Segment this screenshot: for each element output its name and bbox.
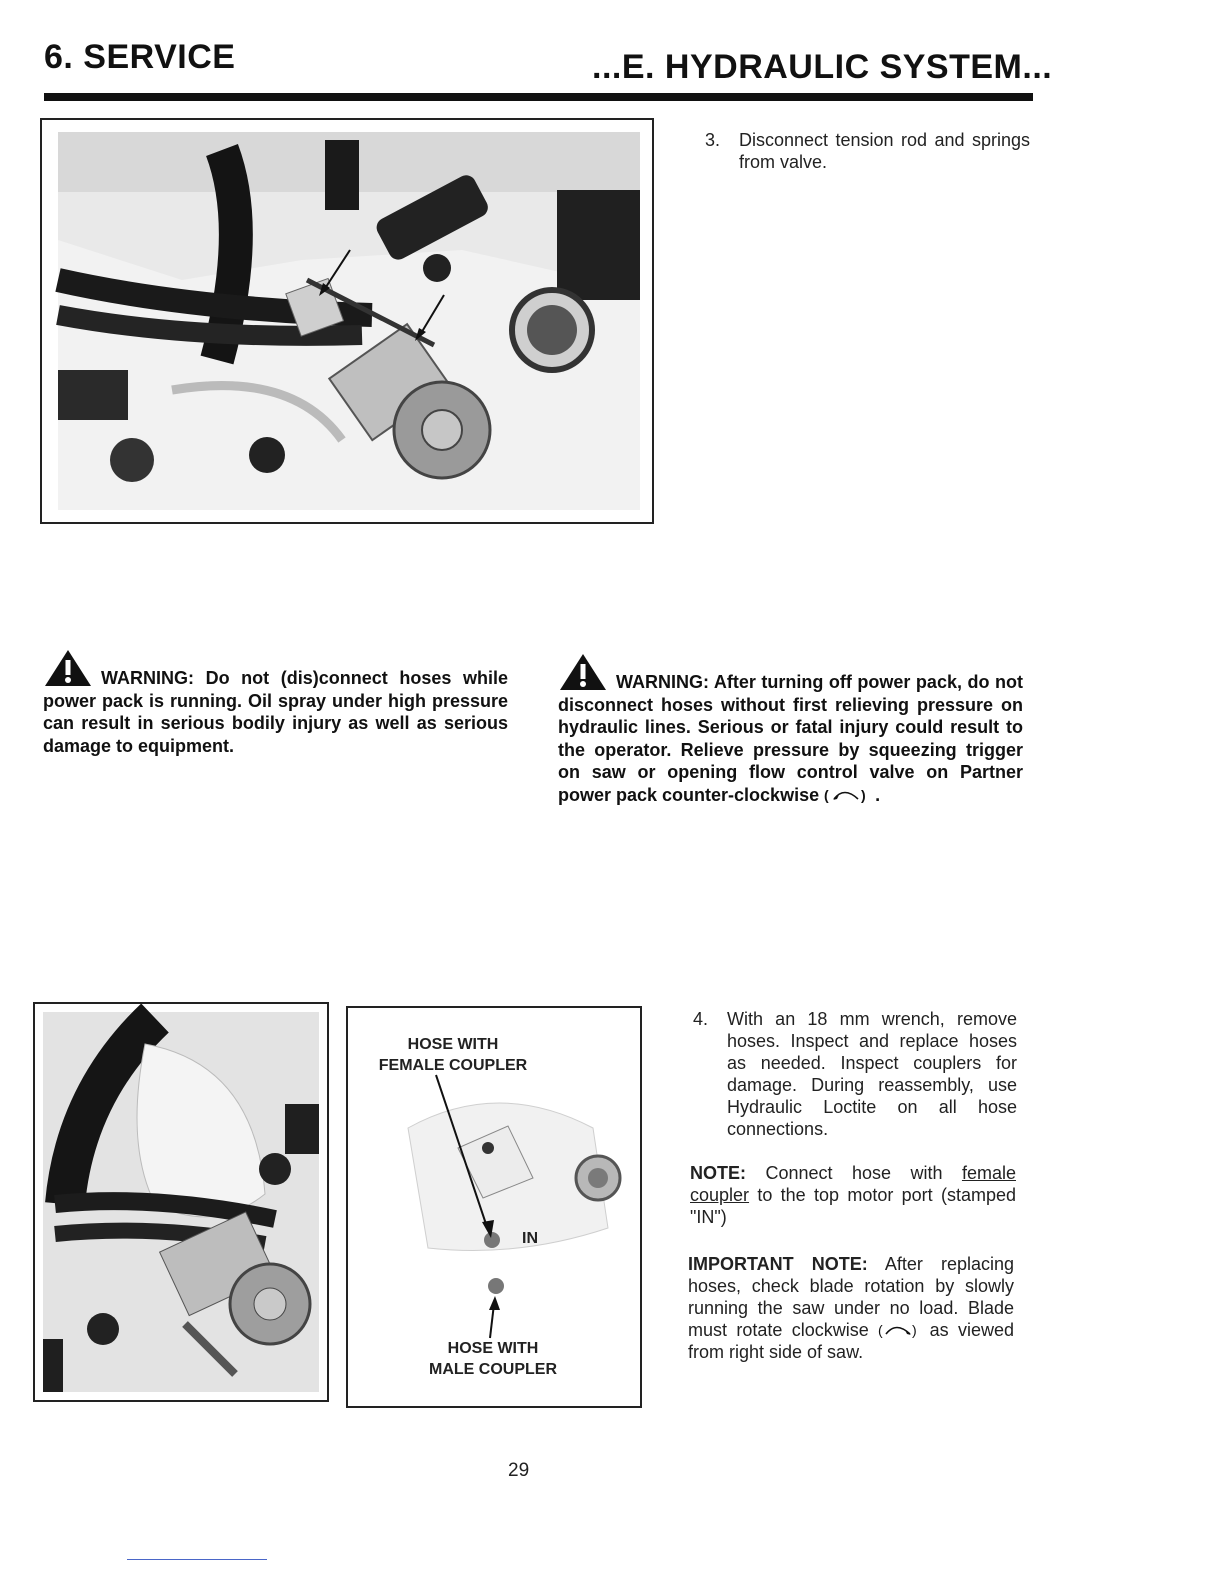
svg-text:(: ( <box>824 786 829 803</box>
coupler-diagram <box>346 1006 642 1408</box>
female-coupler-label <box>348 1034 558 1076</box>
warning-2-end: . <box>875 784 881 805</box>
male-coupler-label-line-2: MALE COUPLER <box>429 1361 557 1378</box>
female-coupler-label-line-2: FEMALE COUPLER <box>378 1057 528 1074</box>
note-text-before: Connect hose with <box>765 1163 943 1183</box>
male-coupler-label <box>388 1338 598 1380</box>
section-title: 6. SERVICE <box>44 38 236 76</box>
clockwise-icon <box>878 1321 920 1339</box>
svg-text:(: ( <box>878 1322 883 1338</box>
step-4 <box>693 1008 1017 1140</box>
male-coupler-label-line-1: HOSE WITH <box>447 1340 539 1357</box>
in-port-label: IN <box>522 1230 538 1247</box>
warning-hoses-running <box>43 648 508 757</box>
warning-triangle-icon <box>43 648 93 688</box>
scan-artifact-line <box>127 1559 267 1560</box>
warning-relieve-pressure <box>558 652 1023 806</box>
note-underlined: female coupler <box>690 1163 1016 1205</box>
hose-removal-photo-image <box>35 1004 327 1400</box>
step-4-text: With an 18 mm wrench, remove hoses. Inspect and replace hoses as needed. Inspect couplers for damage. During reassembly, use Hydraulic Loctite on all hose connections. <box>727 1009 1017 1139</box>
warning-2-label: WARNING: <box>616 672 709 692</box>
svg-text:): ) <box>912 1322 917 1338</box>
hose-removal-photo <box>33 1002 329 1402</box>
counter-clockwise-icon <box>824 786 870 804</box>
step-3-number: 3. <box>705 130 721 150</box>
note <box>690 1162 1016 1228</box>
important-note <box>688 1253 1014 1363</box>
valve-photo <box>40 118 654 524</box>
important-note-text-after: as viewed from right side of saw. <box>688 1320 1014 1362</box>
warning-1-text: Do not (dis)connect hoses while power pack is running. Oil spray under high pressure can result in serious bodily injury as well as serious damage to equipment. <box>43 668 508 756</box>
important-note-label: IMPORTANT NOTE: <box>688 1254 868 1274</box>
step-4-number: 4. <box>693 1009 709 1029</box>
step-3-text: Disconnect tension rod and springs from valve. <box>739 130 1030 172</box>
female-coupler-label-line-1: HOSE WITH <box>407 1036 499 1053</box>
important-note-text-before: After replacing hoses, check blade rotation by slowly running the saw under no load. Blade must rotate clockwise <box>688 1254 1015 1340</box>
valve-photo-image <box>42 120 652 522</box>
svg-text:): ) <box>861 786 866 803</box>
warning-1-label: WARNING: <box>101 668 194 688</box>
header-rule <box>44 93 1033 101</box>
subsection-title: ...E. HYDRAULIC SYSTEM... <box>592 48 1053 86</box>
note-text-after: to the top motor port (stamped "IN") <box>690 1185 1016 1227</box>
note-label: NOTE: <box>690 1163 746 1183</box>
warning-2-text: After turning off power pack, do not disconnect hoses without first relieving pressure on hydraulic lines. Serious or fatal injury could result to the operator. Relieve pressure by squeezing trigger on saw or opening flow control valve on Partner power pack counter-clockwise <box>558 672 1023 805</box>
step-3 <box>705 129 1030 173</box>
warning-triangle-icon <box>558 652 608 692</box>
page-number: 29 <box>508 1460 530 1481</box>
